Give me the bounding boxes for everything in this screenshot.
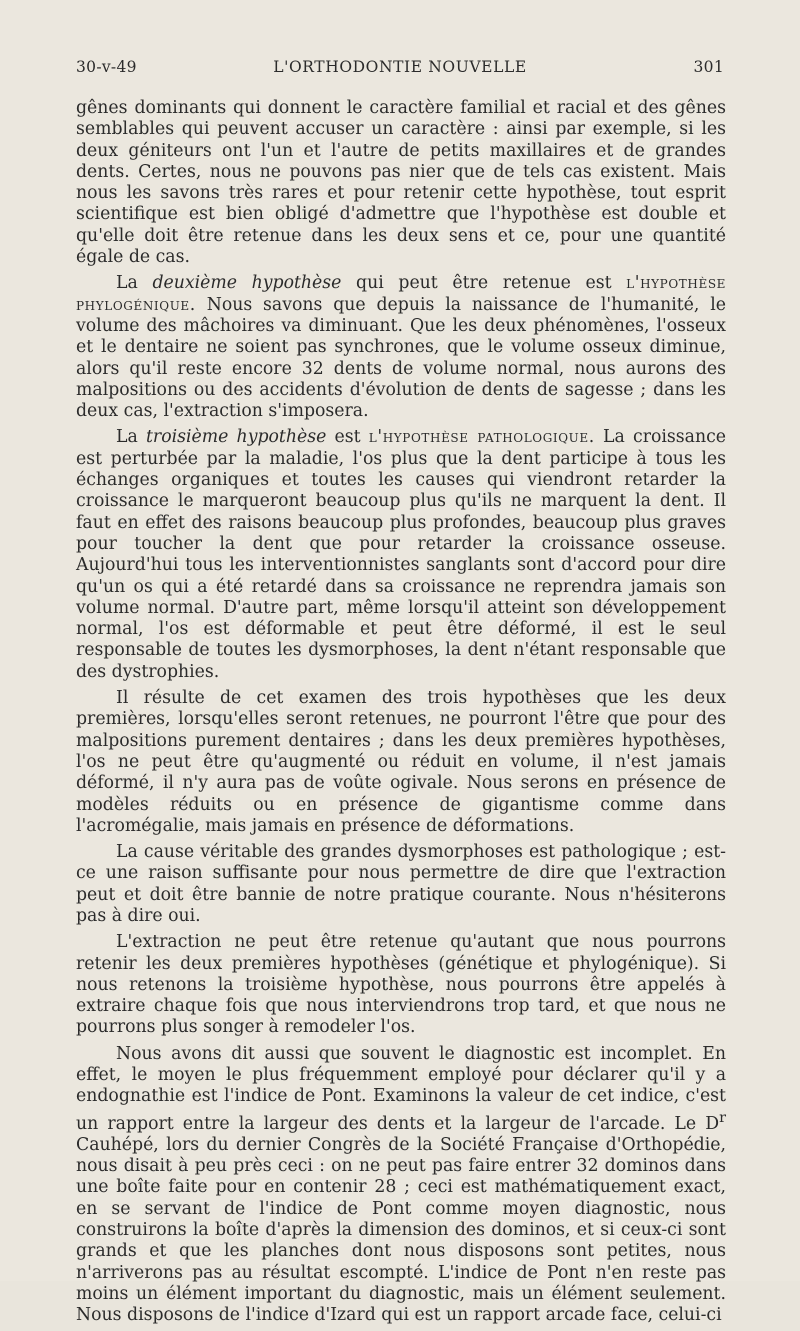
text-run: est: [326, 427, 369, 448]
running-header: [76, 58, 724, 80]
page-number: 301: [693, 58, 724, 76]
header-journal-title: L'ORTHODONTIE NOUVELLE: [273, 58, 527, 76]
text-run: qui peut être retenue est: [341, 273, 627, 294]
paragraph-6: L'extraction ne peut être retenue qu'autant que nous pourrons retenir les deux premières hypothèses (génétique et phylogénique). Si nous retenons la troisième hypothèse, nous pourrons être appelés à extraire chaque fois que nous interviendrons trop tard, et que nous ne pourrons plus songer à remodeler l'os.: [76, 932, 726, 1038]
paragraph-5: La cause véritable des grandes dysmorphoses est pathologique ; est-ce une raison suffisante pour nous permettre de dire que l'extraction peut et doit être bannie de notre pratique courante. Nous n'hésiterons pas à dire oui.: [76, 842, 726, 926]
small-caps-hypothese-pathologique: l'hypothèse pathologique.: [368, 427, 595, 448]
superscript-r: r: [719, 1109, 726, 1126]
paragraph-2: [76, 273, 726, 422]
text-run: La croissance est perturbée par la maladie, l'os plus que la dent participe à tous les échanges organiques et toutes les causes qui viendront retarder la croissance le marqueront beaucoup plus qu'ils ne marquent la dent. Il faut en effet des raisons beaucoup plus profondes, beaucoup plus graves pour toucher la dent que pour retarder la croissance osseuse. Aujourd'hui tous les interventionnistes sanglants sont d'accord pour dire qu'un os qui a été retardé dans sa croissance ne reprendra jamais son volume normal. D'autre part, même lorsqu'il atteint son développement normal, l'os est déformable et peut être déformé, il est le seul responsable de toutes les dysmorphoses, la dent n'étant responsable que des dystrophies.: [76, 427, 726, 682]
emphasis-troisieme-hypothese: troisième hypothèse: [145, 427, 327, 448]
emphasis-deuxieme-hypothese: deuxième hypothèse: [152, 273, 342, 294]
text-run: Cauhépé, lors du dernier Congrès de la Société Française d'Orthopédie, nous disait à peu près ceci : on ne peut pas faire entrer 32 dominos dans une boîte faite pour en contenir 28 ; ceci est mathématiquement exact, en se servant de l'indice de Pont comme moyen diagnostic, nous construirons la boîte d'après la dimension des dominos, et si ceux-ci sont grands et que les planches dont nous disposons sont petites, nous n'arriverons pas au résultat escompté. L'indice de Pont n'en reste pas moins un élément important du diagnostic, mais un élément seulement. Nous disposons de l'indice d'Izard qui est un rapport arcade face, celui-ci: [76, 1134, 726, 1326]
header-date: 30-v-49: [76, 58, 137, 76]
paragraph-4: Il résulte de cet examen des trois hypothèses que les deux premières, lorsqu'elles seront retenues, ne pourront l'être que pour des malpositions purement dentaires ; dans les deux premières hypothèses, l'os ne peut être qu'augmenté ou réduit en volume, il n'est jamais déformé, il n'y aura pas de voûte ogivale. Nous serons en présence de modèles réduits ou en présence de gigantisme comme dans l'acromégalie, mais jamais en présence de déformations.: [76, 688, 726, 836]
body-text: [76, 98, 726, 1331]
paragraph-7: [76, 1044, 726, 1327]
text-run: Nous savons que depuis la naissance de l'humanité, le volume des mâchoires va diminuant. Que les deux phénomènes, l'osseux et le dentaire ne soient pas synchrones, que le volume osseux diminue, alors qu'il reste encore 32 dents de volume normal, nous aurons des malpositions ou des accidents d'évolution de dents de sagesse ; dans les deux cas, l'extraction s'imposera.: [76, 294, 726, 422]
text-run: Nous avons dit aussi que souvent le diagnostic est incomplet. En effet, le moyen le plus fréquemment employé pour déclarer qu'il y a endognathie est l'indice de Pont. Examinons la valeur de cet indice, c'est un rapport entre la largeur des dents et la largeur de l'arcade. Le D: [76, 1043, 726, 1134]
paragraph-1: gênes dominants qui donnent le caractère familial et racial et des gênes semblables qui peuvent accuser un caractère : ainsi par exemple, si les deux géniteurs ont l'un et l'autre de petits maxillaires et de grandes dents. Certes, nous ne pouvons pas nier que de tels cas existent. Mais nous les savons très rares et pour retenir cette hypothèse, tout esprit scientifique est bien obligé d'admettre que l'hypothèse est double et qu'elle doit être retenue dans les deux sens et ce, pour une quantité égale de cas.: [76, 98, 726, 268]
text-run: La: [116, 427, 146, 448]
small-caps-hypothese-phylogenique: l'hypothèse phylogénique.: [76, 273, 726, 315]
paragraph-3: [76, 427, 726, 683]
text-run: La: [116, 273, 153, 294]
